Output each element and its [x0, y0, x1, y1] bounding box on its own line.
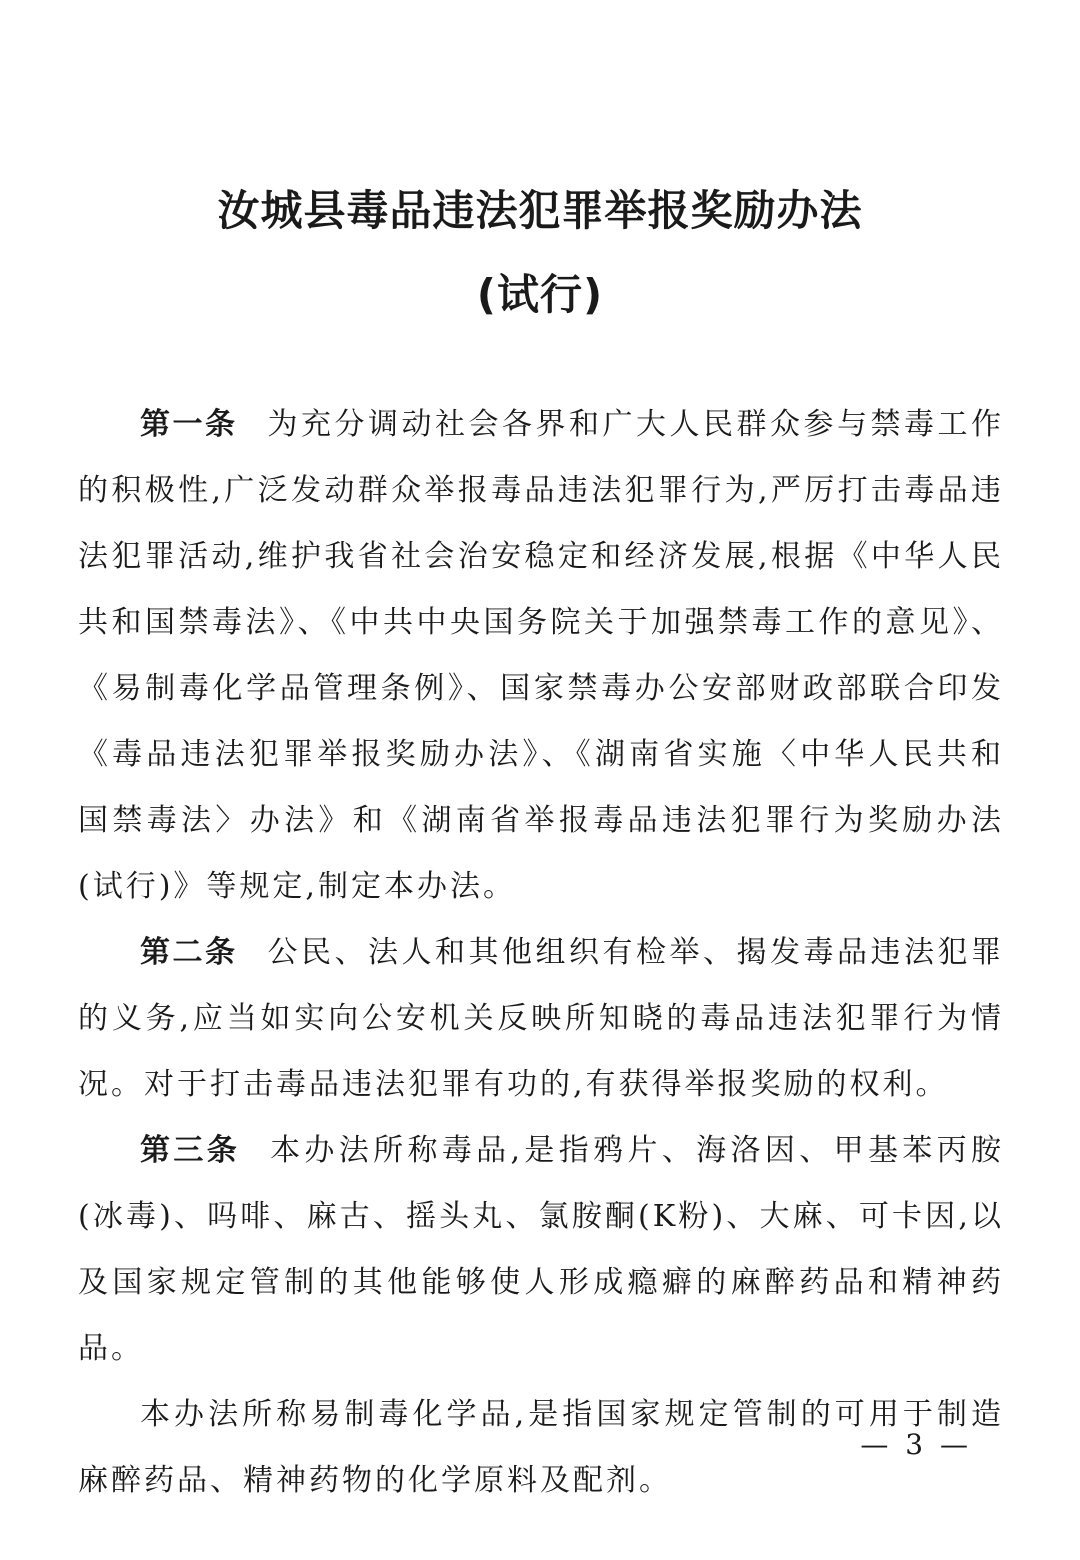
- page-number: — 3 —: [860, 1428, 972, 1461]
- document-body: [78, 392, 1004, 1514]
- article-text: 本办法所称易制毒化学品,是指国家规定管制的可用于制造麻醉药品、精神药物的化学原料及配剂。: [78, 1397, 1004, 1498]
- article-text: 本办法所称毒品,是指鸦片、海洛因、甲基苯丙胺(冰毒)、吗啡、麻古、摇头丸、氯胺酮(K粉)、大麻、可卡因,以及国家规定管制的其他能够使人形成瘾癖的麻醉药品和精神药品。: [78, 1133, 1004, 1366]
- article-label: 第一条: [140, 407, 238, 442]
- article-label: 第三条: [140, 1133, 241, 1168]
- document-title: 汝城县毒品违法犯罪举报奖励办法: [217, 186, 863, 235]
- document-subtitle: (试行): [476, 270, 604, 319]
- article-1: [78, 392, 1004, 920]
- article-text: 公民、法人和其他组织有检举、揭发毒品违法犯罪的义务,应当如实向公安机关反映所知晓的毒品违法犯罪行为情况。对于打击毒品违法犯罪有功的,有获得举报奖励的权利。: [78, 935, 1004, 1102]
- article-2: [78, 920, 1004, 1118]
- article-label: 第二条: [140, 935, 238, 970]
- article-text: 为充分调动社会各界和广大人民群众参与禁毒工作的积极性,广泛发动群众举报毒品违法犯罪行为,严厉打击毒品违法犯罪活动,维护我省社会治安稳定和经济发展,根据《中华人民共和国禁毒法》、《中共中央国务院关于加强禁毒工作的意见》、《易制毒化学品管理条例》、国家禁毒办公安部财政部联合印发《毒品违法犯罪举报奖励办法》、《湖南省实施〈中华人民共和国禁毒法〉办法》和《湖南省举报毒品违法犯罪行为奖励办法(试行)》等规定,制定本办法。: [78, 407, 1004, 904]
- article-3: [78, 1118, 1004, 1382]
